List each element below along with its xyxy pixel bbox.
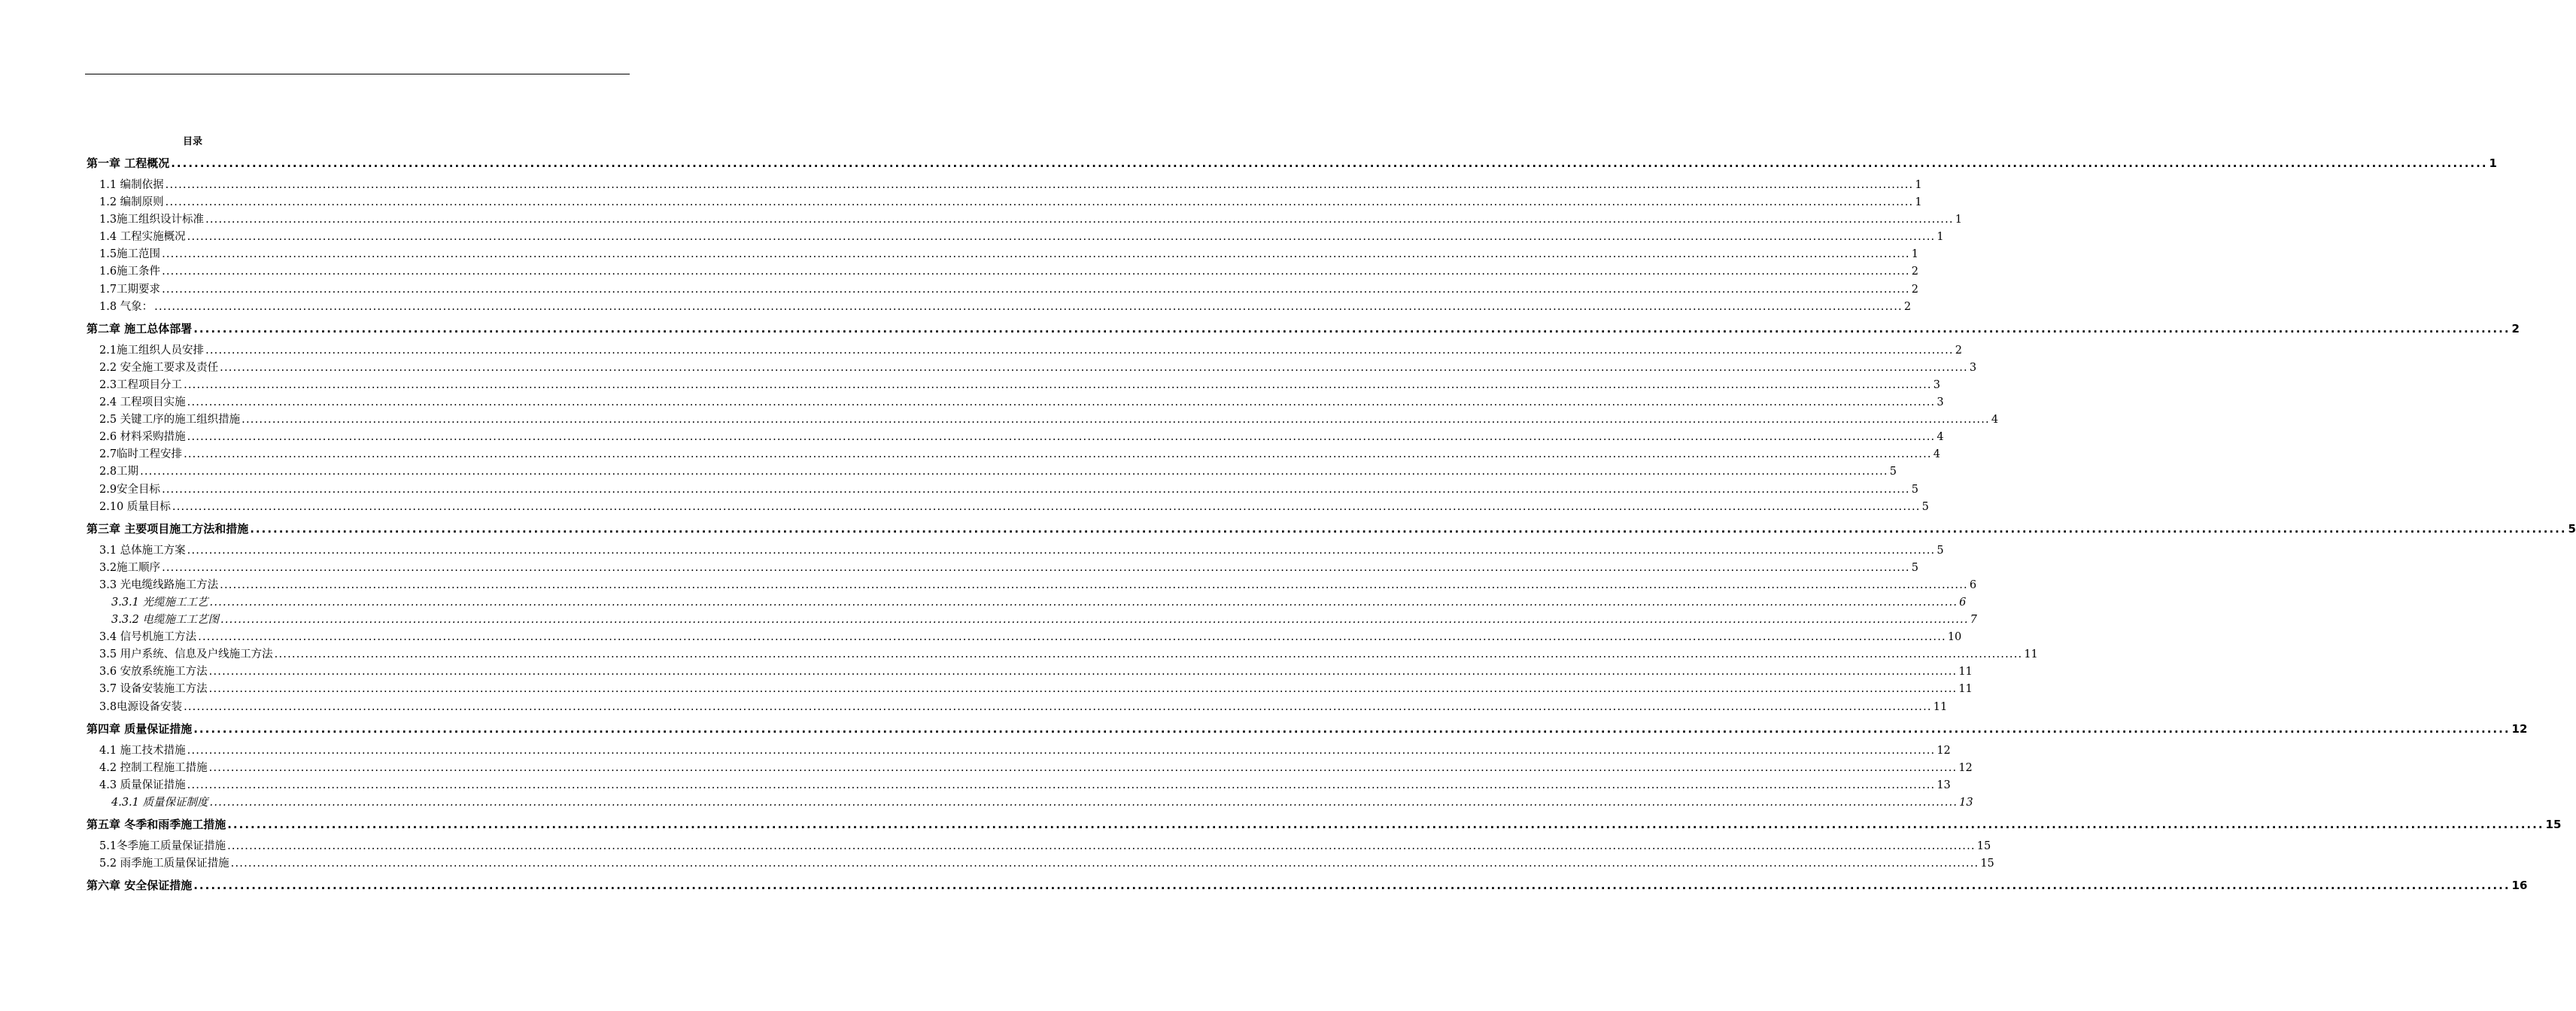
toc-leader-dots: ................................................................................................................................................................................................................................................................................................................................................................................................................ [184,448,1932,461]
toc-leader-dots: ................................................................................................................................................................................................................................................................................................................................................................................................................ [184,700,1932,713]
toc-page-number: 1 [1915,196,1922,209]
toc-entry-section[interactable] [87,629,1962,646]
toc-entry-chapter[interactable] [87,815,2562,833]
toc-leader-dots: ................................................................................................................................................................................................................................................................................................................................................................................................................ [162,283,1910,296]
toc-entry-section[interactable] [87,742,1951,760]
toc-entry-section[interactable] [87,560,1918,577]
toc-entry-section[interactable] [87,542,1944,560]
toc-entry-title: 4.1 施工技术措施 [99,744,186,757]
toc-leader-dots: ................................................................................................................................................................................................................................................................................................................................................................................................................ [184,378,1932,391]
toc-entry-title: 第一章 工程概况 [87,156,170,170]
toc-page-number: 4 [1991,414,1999,427]
toc-entry-section[interactable] [87,411,1999,429]
toc-leader-dots: ................................................................................................................................................................................................................................................................................................................................................................................................................ [187,744,1936,757]
toc-entry-section[interactable] [87,838,1991,855]
toc-leader-dots: ................................................................................................................................................................................................................................................................................................................................................................................................................ [162,561,1910,574]
toc-entry-title: 5.2 雨季施工质量保证措施 [99,858,229,870]
toc-entry-title: 3.6 安放系统施工方法 [99,666,208,679]
toc-entry-section[interactable] [87,463,1897,481]
toc-page-number: 3 [1933,378,1940,391]
toc-page-number: 7 [1970,614,1977,627]
toc-entry-chapter[interactable] [87,520,2576,538]
toc-entry-title: 5.1冬季施工质量保证措施 [99,840,226,852]
toc-entry-title: 3.7 设备安装施工方法 [99,683,208,696]
toc-entry-section[interactable] [87,246,1918,263]
toc-leader-dots: ................................................................................................................................................................................................................................................................................................................................................................................................................ [220,614,1969,627]
toc-leader-dots: ................................................................................................................................................................................................................................................................................................................................................................................................................ [154,300,1903,313]
toc-leader-dots: ................................................................................................................................................................................................................................................................................................................................................................................................................ [250,521,2567,536]
toc-page-number: 1 [1955,214,1962,226]
toc-leader-dots: ................................................................................................................................................................................................................................................................................................................................................................................................................ [230,858,1979,870]
toc-page-number: 2 [1911,266,1918,278]
toc-entry-sub[interactable] [87,612,1977,629]
toc-leader-dots: ................................................................................................................................................................................................................................................................................................................................................................................................................ [187,231,1936,244]
toc-entry-title: 第五章 冬季和雨季施工措施 [87,818,226,831]
toc-page-number: 13 [1937,779,1951,791]
toc-page-number: 12 [2511,721,2528,736]
toc-page-number: 10 [1947,631,1962,644]
toc-page-number: 2 [2511,321,2520,335]
toc-entry-title: 3.3.1 光缆施工工艺 [111,596,208,609]
toc-page-number: 15 [1976,840,1991,852]
toc-page-number: 1 [1915,179,1922,191]
toc-entry-title: 3.3 光电缆线路施工方法 [99,578,219,591]
toc-entry-section[interactable] [87,360,1977,377]
toc-leader-dots: ................................................................................................................................................................................................................................................................................................................................................................................................................ [165,179,1914,191]
toc-page-number: 5 [1911,561,1918,574]
toc-entry-section[interactable] [87,699,1948,716]
toc-entry-title: 1.4 工程实施概况 [99,231,186,244]
toc-leader-dots: ................................................................................................................................................................................................................................................................................................................................................................................................................ [220,578,1968,591]
toc-page-number: 2 [1903,300,1912,313]
toc-entry-section[interactable] [87,194,1922,211]
toc-page-number: 11 [2024,648,2038,661]
toc-entry-title: 2.7临时工程安排 [99,448,183,461]
toc-entry-title: 2.8工期 [99,466,139,478]
toc-page-number: 11 [1958,666,1973,679]
toc-entry-chapter[interactable] [87,320,2520,338]
toc-entry-section[interactable] [87,394,1944,411]
toc-leader-dots: ................................................................................................................................................................................................................................................................................................................................................................................................................ [205,214,1954,226]
toc-entry-title: 1.7工期要求 [99,283,161,296]
toc-page-number: 16 [2511,879,2528,893]
toc-leader-dots: ................................................................................................................................................................................................................................................................................................................................................................................................................ [208,666,1958,679]
toc-leader-dots: ................................................................................................................................................................................................................................................................................................................................................................................................................ [227,818,2544,831]
toc-leader-dots: ................................................................................................................................................................................................................................................................................................................................................................................................................ [198,631,1946,644]
toc-page-number: 11 [1958,683,1973,696]
toc-entry-title: 3.3.2 电缆施工工艺图 [111,614,220,627]
toc-entry-section[interactable] [87,855,1994,873]
toc-leader-dots: ................................................................................................................................................................................................................................................................................................................................................................................................................ [193,321,2511,335]
toc-entry-title: 2.9安全目标 [99,483,161,496]
toc-entry-section[interactable] [87,229,1944,246]
toc-page-number: 5 [1889,466,1897,478]
toc-leader-dots: ................................................................................................................................................................................................................................................................................................................................................................................................................ [193,721,2511,736]
toc-entry-title: 4.2 控制工程施工措施 [99,761,208,774]
table-of-contents [87,154,2576,899]
toc-entry-section[interactable] [87,263,1918,281]
toc-page-number: 3 [1937,396,1944,409]
toc-entry-title: 第二章 施工总体部署 [87,321,193,335]
toc-entry-section[interactable] [87,377,1940,394]
toc-entry-section[interactable] [87,429,1944,446]
toc-leader-dots: ................................................................................................................................................................................................................................................................................................................................................................................................................ [172,500,1921,513]
toc-entry-section[interactable] [87,211,1962,229]
toc-entry-chapter[interactable] [87,720,2528,738]
toc-entry-chapter[interactable] [87,154,2497,172]
toc-entry-section[interactable] [87,681,1973,698]
toc-entry-sub[interactable] [87,794,1973,812]
toc-title: 目录 [183,136,203,147]
toc-leader-dots: ................................................................................................................................................................................................................................................................................................................................................................................................................ [208,761,1958,774]
toc-entry-title: 1.5施工范围 [99,248,161,261]
toc-leader-dots: ................................................................................................................................................................................................................................................................................................................................................................................................................ [208,683,1958,696]
toc-leader-dots: ................................................................................................................................................................................................................................................................................................................................................................................................................ [165,196,1914,209]
toc-page-number: 5 [1911,483,1918,496]
toc-page-number: 2 [1911,283,1918,296]
toc-leader-dots: ................................................................................................................................................................................................................................................................................................................................................................................................................ [162,483,1910,496]
toc-leader-dots: ................................................................................................................................................................................................................................................................................................................................................................................................................ [220,361,1968,374]
toc-entry-section[interactable] [87,499,1929,516]
toc-entry-chapter[interactable] [87,876,2528,894]
toc-entry-title: 2.1施工组织人员安排 [99,344,205,357]
toc-leader-dots: ................................................................................................................................................................................................................................................................................................................................................................................................................ [162,266,1910,278]
toc-entry-section[interactable] [87,760,1973,777]
toc-page-number: 12 [1937,744,1951,757]
toc-page-number: 6 [1959,596,1967,609]
toc-leader-dots: ................................................................................................................................................................................................................................................................................................................................................................................................................ [209,596,1958,609]
toc-page-number: 4 [1937,431,1944,444]
toc-page-number: 13 [1959,796,1973,809]
toc-entry-title: 第三章 主要项目施工方法和措施 [87,521,249,536]
toc-leader-dots: ................................................................................................................................................................................................................................................................................................................................................................................................................ [242,414,1990,427]
toc-entry-section[interactable] [87,646,2038,663]
toc-page-number: 3 [1969,361,1977,374]
toc-page-number: 5 [2568,521,2576,536]
toc-page-number: 2 [1955,344,1962,357]
toc-page-number: 11 [1933,700,1948,713]
toc-entry-section[interactable] [87,177,1922,194]
toc-entry-section[interactable] [87,342,1962,360]
toc-leader-dots: ................................................................................................................................................................................................................................................................................................................................................................................................................ [193,879,2511,893]
toc-entry-section[interactable] [87,663,1973,681]
toc-entry-section[interactable] [87,577,1977,594]
toc-leader-dots: ................................................................................................................................................................................................................................................................................................................................................................................................................ [205,344,1954,357]
toc-page-number: 5 [1937,544,1944,557]
toc-entry-title: 3.8电源设备安装 [99,700,183,713]
toc-entry-section[interactable] [87,446,1940,463]
toc-page-number: 6 [1969,578,1977,591]
toc-entry-title: 第四章 质量保证措施 [87,721,193,736]
toc-entry-title: 3.1 总体施工方案 [99,544,186,557]
toc-entry-title: 2.5 关键工序的施工组织措施 [99,414,241,427]
toc-entry-title: 1.2 编制原则 [99,196,164,209]
toc-entry-title: 2.6 材料采购措施 [99,431,186,444]
toc-entry-section[interactable] [87,481,1918,499]
toc-entry-section[interactable] [87,299,1912,316]
toc-entry-title: 2.10 质量目标 [99,500,171,513]
toc-entry-title: 3.4 信号机施工方法 [99,631,197,644]
toc-entry-title: 2.3工程项目分工 [99,378,183,391]
toc-page-number: 15 [1980,858,1994,870]
toc-entry-title: 3.5 用户系统、信息及户线施工方法 [99,648,273,661]
toc-leader-dots: ................................................................................................................................................................................................................................................................................................................................................................................................................ [140,466,1888,478]
toc-entry-title: 4.3.1 质量保证制度 [111,796,208,809]
toc-entry-title: 1.8 气象： [99,300,153,313]
toc-page-number: 4 [1933,448,1940,461]
toc-page-number: 1 [2489,156,2497,170]
toc-entry-title: 3.2施工顺序 [99,561,161,574]
toc-leader-dots: ................................................................................................................................................................................................................................................................................................................................................................................................................ [171,156,2488,170]
toc-page-number: 1 [1937,231,1944,244]
toc-leader-dots: ................................................................................................................................................................................................................................................................................................................................................................................................................ [187,431,1936,444]
toc-entry-section[interactable] [87,281,1918,299]
toc-leader-dots: ................................................................................................................................................................................................................................................................................................................................................................................................................ [274,648,2023,661]
toc-page-number: 5 [1921,500,1929,513]
toc-leader-dots: ................................................................................................................................................................................................................................................................................................................................................................................................................ [162,248,1910,261]
toc-leader-dots: ................................................................................................................................................................................................................................................................................................................................................................................................................ [227,840,1976,852]
toc-entry-title: 2.2 安全施工要求及责任 [99,361,219,374]
toc-leader-dots: ................................................................................................................................................................................................................................................................................................................................................................................................................ [187,779,1936,791]
toc-entry-sub[interactable] [87,594,1967,612]
toc-entry-title: 1.6施工条件 [99,266,161,278]
toc-entry-title: 4.3 质量保证措施 [99,779,186,791]
toc-entry-title: 2.4 工程项目实施 [99,396,186,409]
toc-page-number: 12 [1958,761,1973,774]
toc-page-number: 1 [1911,248,1918,261]
toc-leader-dots: ................................................................................................................................................................................................................................................................................................................................................................................................................ [187,544,1936,557]
toc-page-number: 15 [2545,818,2562,831]
toc-leader-dots: ................................................................................................................................................................................................................................................................................................................................................................................................................ [209,796,1958,809]
toc-entry-title: 1.3施工组织设计标准 [99,214,205,226]
toc-entry-title: 第六章 安全保证措施 [87,879,193,893]
toc-leader-dots: ................................................................................................................................................................................................................................................................................................................................................................................................................ [187,396,1936,409]
toc-entry-section[interactable] [87,777,1951,794]
toc-entry-title: 1.1 编制依据 [99,179,164,191]
